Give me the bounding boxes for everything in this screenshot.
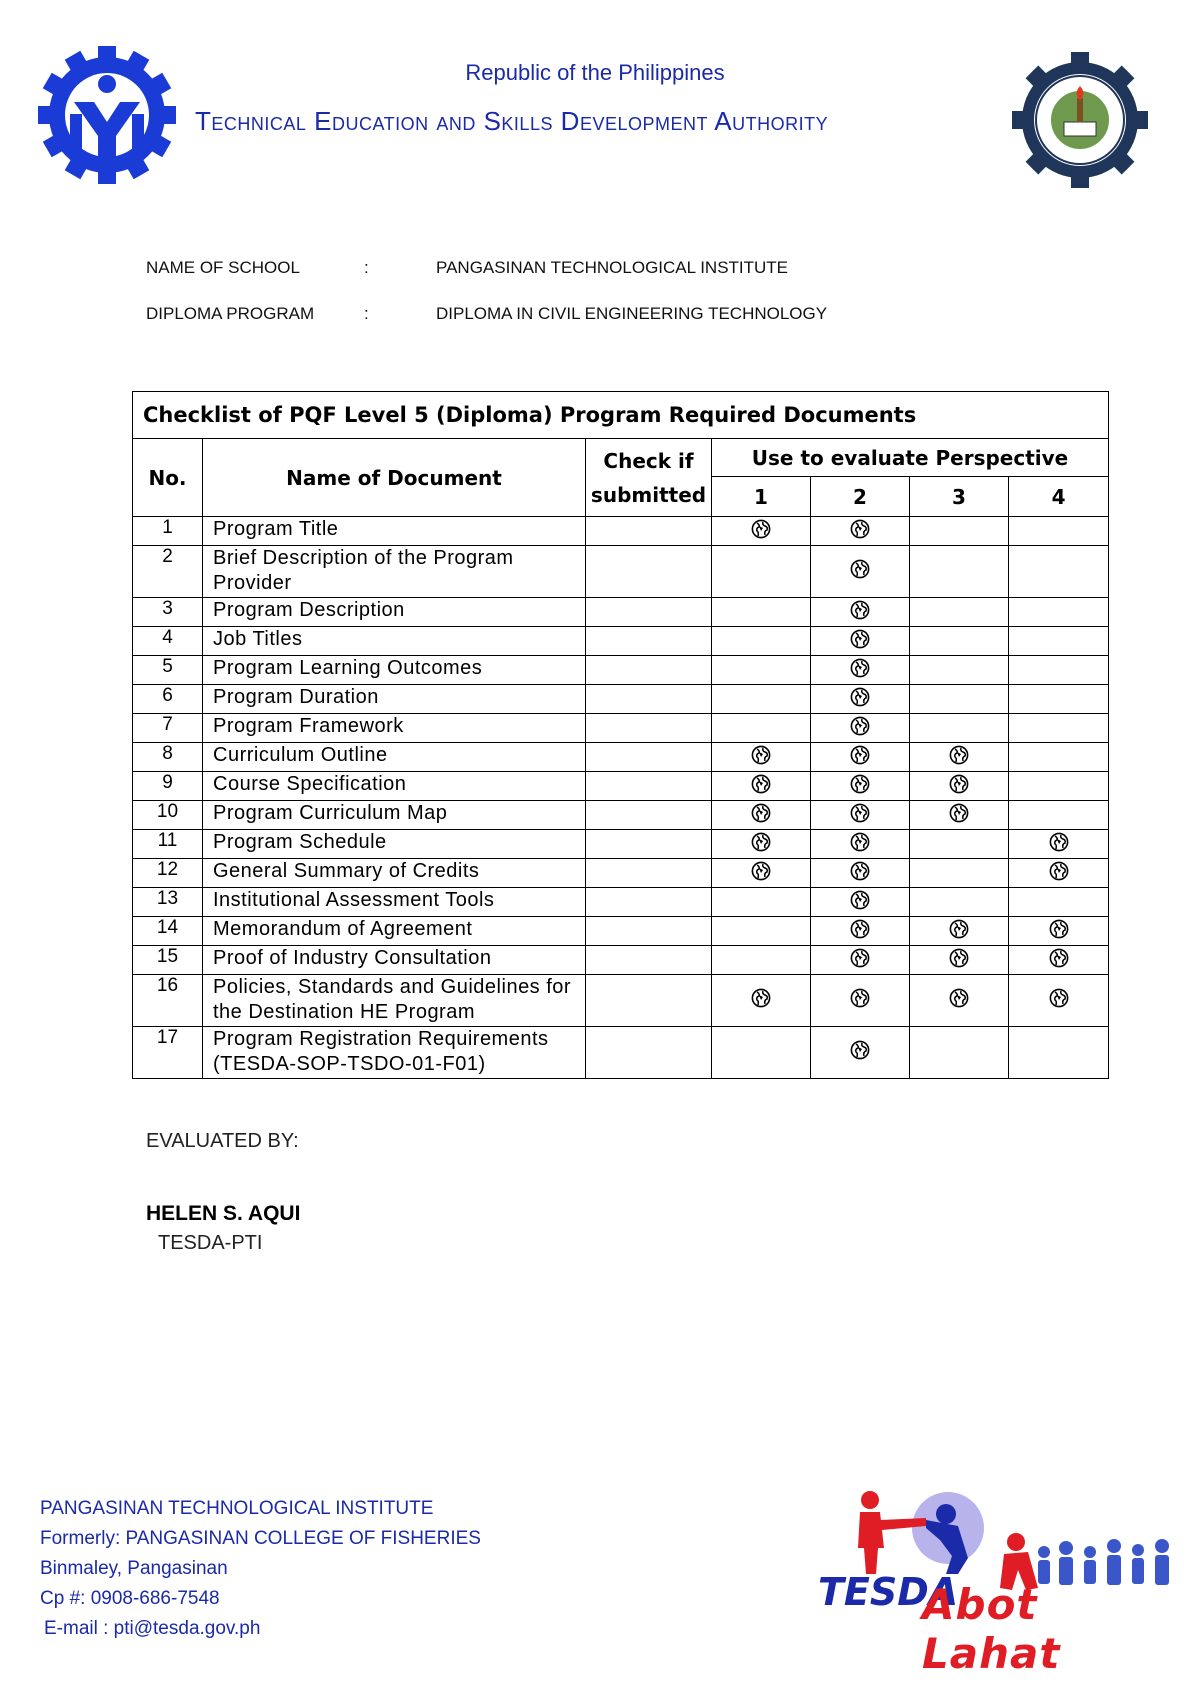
row-number: 6 xyxy=(133,685,203,714)
row-number: 14 xyxy=(133,917,203,946)
table-row xyxy=(133,627,1109,656)
col-perspective-header: Use to evaluate Perspective xyxy=(712,439,1109,477)
table-row xyxy=(133,772,1109,801)
globe-icon xyxy=(751,988,771,1008)
globe-icon xyxy=(850,745,870,765)
col-check-line2: submitted xyxy=(590,482,707,507)
perspective-1-header: 1 xyxy=(712,477,811,517)
perspective-3-cell xyxy=(910,1027,1009,1079)
table-row xyxy=(133,598,1109,627)
check-submitted-cell[interactable] xyxy=(586,517,712,546)
perspective-2-cell xyxy=(811,975,910,1027)
perspective-1-cell xyxy=(712,517,811,546)
row-number: 10 xyxy=(133,801,203,830)
school-value: PANGASINAN TECHNOLOGICAL INSTITUTE xyxy=(436,258,789,277)
perspective-2-cell xyxy=(811,830,910,859)
table-row xyxy=(133,946,1109,975)
globe-icon xyxy=(850,519,870,539)
perspective-2-cell xyxy=(811,801,910,830)
perspective-3-cell xyxy=(910,859,1009,888)
row-number: 13 xyxy=(133,888,203,917)
document-name: Proof of Industry Consultation xyxy=(203,946,586,975)
perspective-3-cell xyxy=(910,830,1009,859)
globe-icon xyxy=(850,1040,870,1060)
perspective-2-cell xyxy=(811,859,910,888)
perspective-4-cell xyxy=(1009,888,1109,917)
perspective-3-cell xyxy=(910,546,1009,598)
perspective-1-cell xyxy=(712,859,811,888)
perspective-2-header: 2 xyxy=(811,477,910,517)
perspective-2-cell xyxy=(811,517,910,546)
checklist-caption: Checklist of PQF Level 5 (Diploma) Program Required Documents xyxy=(133,392,1109,439)
row-number: 16 xyxy=(133,975,203,1027)
perspective-1-cell xyxy=(712,656,811,685)
perspective-4-cell xyxy=(1009,517,1109,546)
evaluator-org: TESDA-PTI xyxy=(158,1232,263,1254)
globe-icon xyxy=(949,745,969,765)
perspective-1-cell xyxy=(712,685,811,714)
perspective-1-cell xyxy=(712,714,811,743)
perspective-3-cell xyxy=(910,946,1009,975)
perspective-2-cell xyxy=(811,772,910,801)
perspective-4-cell xyxy=(1009,598,1109,627)
school-colon: : xyxy=(364,258,369,277)
perspective-1-cell xyxy=(712,546,811,598)
globe-icon xyxy=(850,774,870,794)
footer-line-1: PANGASINAN TECHNOLOGICAL INSTITUTE xyxy=(40,1498,434,1519)
globe-icon xyxy=(751,774,771,794)
perspective-1-cell xyxy=(712,598,811,627)
row-number: 7 xyxy=(133,714,203,743)
document-name: Memorandum of Agreement xyxy=(203,917,586,946)
document-name: Institutional Assessment Tools xyxy=(203,888,586,917)
table-row xyxy=(133,830,1109,859)
perspective-2-cell xyxy=(811,714,910,743)
perspective-4-cell xyxy=(1009,743,1109,772)
table-row xyxy=(133,743,1109,772)
check-submitted-cell[interactable] xyxy=(586,656,712,685)
row-number: 11 xyxy=(133,830,203,859)
perspective-3-cell xyxy=(910,714,1009,743)
table-row xyxy=(133,888,1109,917)
checklist-table xyxy=(132,391,1109,1079)
check-submitted-cell[interactable] xyxy=(586,627,712,656)
document-name: Job Titles xyxy=(203,627,586,656)
globe-icon xyxy=(751,832,771,852)
globe-icon xyxy=(850,600,870,620)
document-name: Program Title xyxy=(203,517,586,546)
check-submitted-cell[interactable] xyxy=(586,975,712,1027)
footer-line-4: Cp #: 0908-686-7548 xyxy=(40,1588,220,1609)
perspective-4-cell xyxy=(1009,656,1109,685)
perspective-2-cell xyxy=(811,546,910,598)
check-submitted-cell[interactable] xyxy=(586,859,712,888)
perspective-1-cell xyxy=(712,772,811,801)
document-name: Policies, Standards and Guidelines for the Destination HE Program xyxy=(203,975,586,1027)
globe-icon xyxy=(850,919,870,939)
document-name: Program Curriculum Map xyxy=(203,801,586,830)
perspective-4-header: 4 xyxy=(1009,477,1109,517)
col-no-header: No. xyxy=(133,439,203,517)
abot-lahat-text-2: Abot Lahat xyxy=(922,1580,1061,1678)
perspective-2-cell xyxy=(811,917,910,946)
row-number: 9 xyxy=(133,772,203,801)
abot-lahat-text-1: TESDA xyxy=(818,1570,959,1614)
globe-icon xyxy=(949,988,969,1008)
globe-icon xyxy=(751,861,771,881)
row-number: 3 xyxy=(133,598,203,627)
perspective-3-cell xyxy=(910,627,1009,656)
program-label: DIPLOMA PROGRAM xyxy=(146,304,315,323)
check-submitted-cell[interactable] xyxy=(586,1027,712,1079)
globe-icon xyxy=(850,716,870,736)
footer-line-2: Formerly: PANGASINAN COLLEGE OF FISHERIES xyxy=(40,1528,481,1549)
globe-icon xyxy=(949,919,969,939)
globe-icon xyxy=(751,803,771,823)
program-value: DIPLOMA IN CIVIL ENGINEERING TECHNOLOGY xyxy=(436,304,828,323)
footer-line-5: E-mail : pti@tesda.gov.ph xyxy=(44,1618,261,1639)
table-row xyxy=(133,546,1109,598)
perspective-1-cell xyxy=(712,743,811,772)
document-name: Program Schedule xyxy=(203,830,586,859)
table-row xyxy=(133,1027,1109,1079)
table-row xyxy=(133,859,1109,888)
row-number: 15 xyxy=(133,946,203,975)
globe-icon xyxy=(850,687,870,707)
document-name: Program Registration Requirements (TESDA-SOP-TSDO-01-F01) xyxy=(203,1027,586,1079)
document-name: General Summary of Credits xyxy=(203,859,586,888)
perspective-2-cell xyxy=(811,1027,910,1079)
perspective-1-cell xyxy=(712,627,811,656)
document-name: Brief Description of the Program Provider xyxy=(203,546,586,598)
globe-icon xyxy=(1049,919,1069,939)
perspective-2-cell xyxy=(811,888,910,917)
document-name: Course Specification xyxy=(203,772,586,801)
globe-icon xyxy=(1049,832,1069,852)
table-row xyxy=(133,714,1109,743)
perspective-3-cell xyxy=(910,975,1009,1027)
perspective-3-cell xyxy=(910,917,1009,946)
globe-icon xyxy=(1049,948,1069,968)
globe-icon xyxy=(850,559,870,579)
perspective-1-cell xyxy=(712,946,811,975)
globe-icon xyxy=(751,519,771,539)
evaluator-name: HELEN S. AQUI xyxy=(146,1202,301,1225)
table-row xyxy=(133,517,1109,546)
globe-icon xyxy=(850,948,870,968)
table-row xyxy=(133,975,1109,1027)
document-name: Program Learning Outcomes xyxy=(203,656,586,685)
perspective-1-cell xyxy=(712,830,811,859)
check-submitted-cell[interactable] xyxy=(586,743,712,772)
document-name: Curriculum Outline xyxy=(203,743,586,772)
check-submitted-cell[interactable] xyxy=(586,946,712,975)
perspective-3-cell xyxy=(910,772,1009,801)
republic-label: Republic of the Philippines xyxy=(465,60,725,85)
perspective-4-cell xyxy=(1009,685,1109,714)
perspective-3-cell xyxy=(910,598,1009,627)
table-row xyxy=(133,685,1109,714)
document-name: Program Description xyxy=(203,598,586,627)
perspective-4-cell xyxy=(1009,546,1109,598)
check-submitted-cell[interactable] xyxy=(586,546,712,598)
check-submitted-cell[interactable] xyxy=(586,598,712,627)
globe-icon xyxy=(949,774,969,794)
perspective-3-cell xyxy=(910,517,1009,546)
perspective-1-cell xyxy=(712,801,811,830)
row-number: 5 xyxy=(133,656,203,685)
row-number: 1 xyxy=(133,517,203,546)
table-row xyxy=(133,656,1109,685)
perspective-1-cell xyxy=(712,1027,811,1079)
perspective-4-cell xyxy=(1009,801,1109,830)
table-row xyxy=(133,801,1109,830)
perspective-3-cell xyxy=(910,801,1009,830)
globe-icon xyxy=(850,832,870,852)
perspective-3-cell xyxy=(910,685,1009,714)
check-submitted-cell[interactable] xyxy=(586,917,712,946)
evaluated-by-label: EVALUATED BY: xyxy=(146,1130,299,1152)
table-row xyxy=(133,917,1109,946)
col-check-header xyxy=(586,439,712,517)
check-submitted-cell[interactable] xyxy=(586,685,712,714)
perspective-3-cell xyxy=(910,888,1009,917)
row-number: 2 xyxy=(133,546,203,598)
perspective-4-cell xyxy=(1009,917,1109,946)
perspective-4-cell xyxy=(1009,946,1109,975)
row-number: 4 xyxy=(133,627,203,656)
globe-icon xyxy=(850,890,870,910)
check-submitted-cell[interactable] xyxy=(586,830,712,859)
program-colon: : xyxy=(364,304,369,323)
perspective-2-cell xyxy=(811,946,910,975)
perspective-2-cell xyxy=(811,598,910,627)
perspective-3-cell xyxy=(910,743,1009,772)
globe-icon xyxy=(1049,988,1069,1008)
globe-icon xyxy=(850,803,870,823)
perspective-4-cell xyxy=(1009,830,1109,859)
row-number: 8 xyxy=(133,743,203,772)
check-submitted-cell[interactable] xyxy=(586,714,712,743)
school-label: NAME OF SCHOOL xyxy=(146,258,300,277)
globe-icon xyxy=(949,948,969,968)
abot-lahat-logo xyxy=(818,1478,1188,1678)
row-number: 12 xyxy=(133,859,203,888)
perspective-4-cell xyxy=(1009,859,1109,888)
perspective-4-cell xyxy=(1009,772,1109,801)
agency-title: Technical Education and Skills Development Authority xyxy=(195,106,829,136)
perspective-4-cell xyxy=(1009,627,1109,656)
perspective-3-header: 3 xyxy=(910,477,1009,517)
row-number: 17 xyxy=(133,1027,203,1079)
perspective-3-cell xyxy=(910,656,1009,685)
perspective-4-cell xyxy=(1009,1027,1109,1079)
globe-icon xyxy=(1049,861,1069,881)
globe-icon xyxy=(850,629,870,649)
perspective-2-cell xyxy=(811,743,910,772)
check-submitted-cell[interactable] xyxy=(586,801,712,830)
globe-icon xyxy=(850,988,870,1008)
col-check-line1: Check if xyxy=(603,448,694,473)
perspective-4-cell xyxy=(1009,714,1109,743)
check-submitted-cell[interactable] xyxy=(586,888,712,917)
perspective-2-cell xyxy=(811,627,910,656)
globe-icon xyxy=(850,861,870,881)
col-name-header: Name of Document xyxy=(203,439,586,517)
perspective-1-cell xyxy=(712,975,811,1027)
globe-icon xyxy=(751,745,771,765)
globe-icon xyxy=(949,803,969,823)
perspective-2-cell xyxy=(811,685,910,714)
perspective-1-cell xyxy=(712,888,811,917)
perspective-1-cell xyxy=(712,917,811,946)
perspective-2-cell xyxy=(811,656,910,685)
check-submitted-cell[interactable] xyxy=(586,772,712,801)
document-name: Program Duration xyxy=(203,685,586,714)
perspective-4-cell xyxy=(1009,975,1109,1027)
document-name: Program Framework xyxy=(203,714,586,743)
footer-line-3: Binmaley, Pangasinan xyxy=(40,1558,228,1579)
globe-icon xyxy=(850,658,870,678)
